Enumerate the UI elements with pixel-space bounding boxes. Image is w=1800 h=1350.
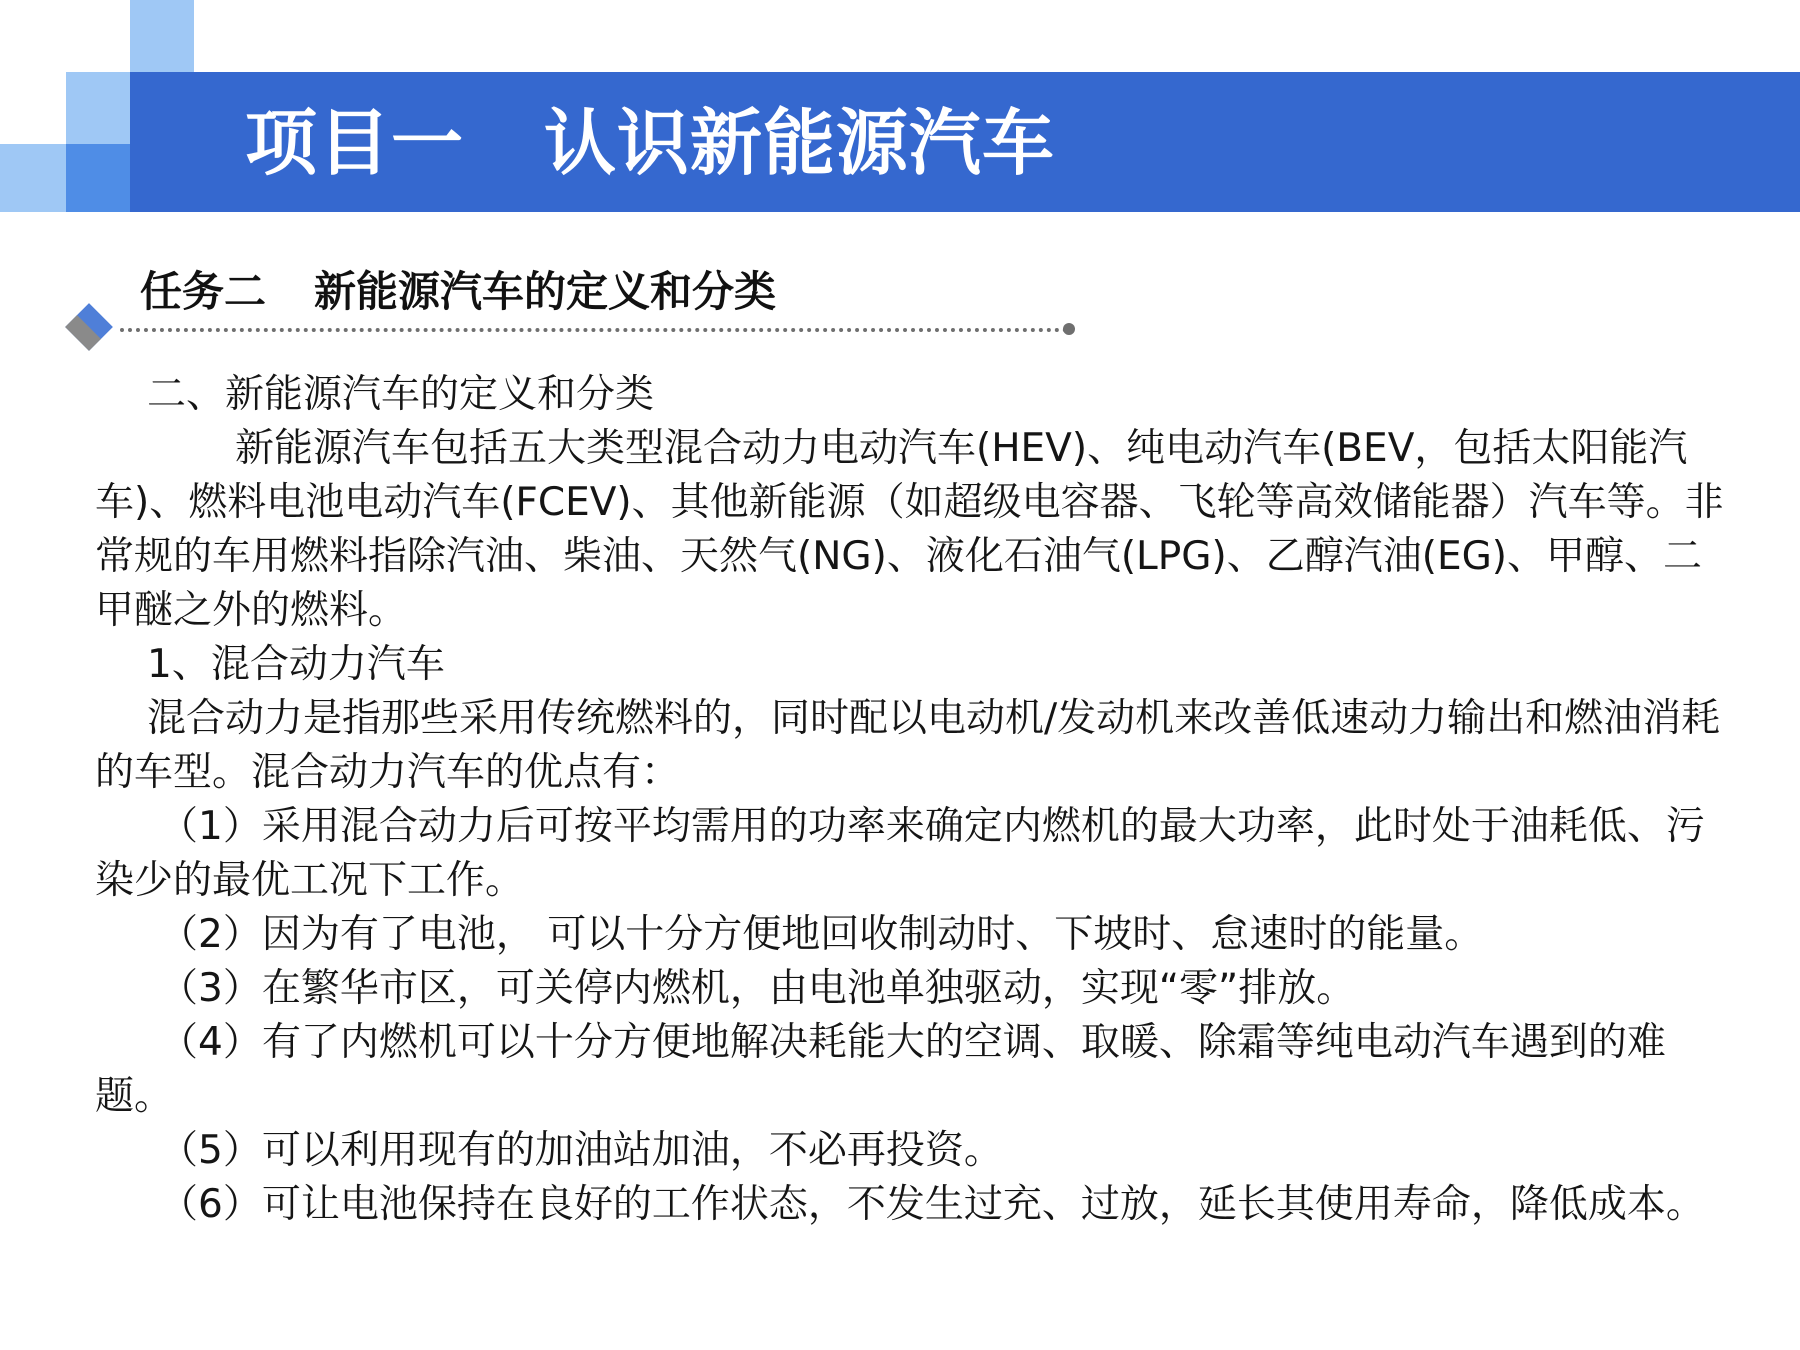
task-heading xyxy=(140,262,776,322)
definition-paragraph: 混合动力是指那些采用传统燃料的，同时配以电动机/发动机来改善低速动力输出和燃油消耗的车型。混合动力汽车的优点有： xyxy=(95,696,1721,795)
section-heading: 二、新能源汽车的定义和分类 xyxy=(147,372,655,417)
content-body xyxy=(95,368,1725,1232)
advantage-item: （4）有了内燃机可以十分方便地解决耗能大的空调、取暖、除霜等纯电动汽车遇到的难题。 xyxy=(95,1020,1666,1119)
decorative-square xyxy=(130,0,194,72)
task-title: 新能源汽车的定义和分类 xyxy=(314,267,777,316)
title-project: 项目一 xyxy=(245,101,465,185)
advantage-item: （1）采用混合动力后可按平均需用的功率来确定内燃机的最大功率，此时处于油耗低、污染少的最优工况下工作。 xyxy=(95,804,1705,903)
sub-heading: 1、混合动力汽车 xyxy=(147,642,445,687)
advantage-item: （6）可让电池保持在良好的工作状态，不发生过充、过放，延长其使用寿命，降低成本。 xyxy=(159,1182,1705,1227)
advantage-item: （3）在繁华市区，可关停内燃机，由电池单独驱动，实现“零”排放。 xyxy=(159,966,1356,1011)
task-label: 任务二 xyxy=(140,267,267,316)
diamond-bullet-icon xyxy=(65,303,113,351)
divider-end-dot xyxy=(1063,323,1075,335)
advantage-item: （5）可以利用现有的加油站加油，不必再投资。 xyxy=(159,1128,1003,1173)
dotted-divider xyxy=(120,328,1068,332)
decorative-square xyxy=(0,144,66,212)
title-topic: 认识新能源汽车 xyxy=(544,101,1056,185)
advantage-item: （2）因为有了电池， 可以十分方便地回收制动时、下坡时、怠速时的能量。 xyxy=(159,912,1484,957)
intro-paragraph: 新能源汽车包括五大类型混合动力电动汽车(HEV)、纯电动汽车(BEV，包括太阳能汽车)、燃料电池电动汽车(FCEV)、其他新能源（如超级电容器、飞轮等高效储能器）汽车等。非常规的车用燃料指除汽油、柴油、天然气(NG)、液化石油气(LPG)、乙醇汽油(EG)、甲醇、二甲醚之外的燃料。 xyxy=(95,426,1724,633)
page-title xyxy=(245,98,1055,188)
decorative-square xyxy=(66,72,130,144)
decorative-square xyxy=(66,144,130,212)
